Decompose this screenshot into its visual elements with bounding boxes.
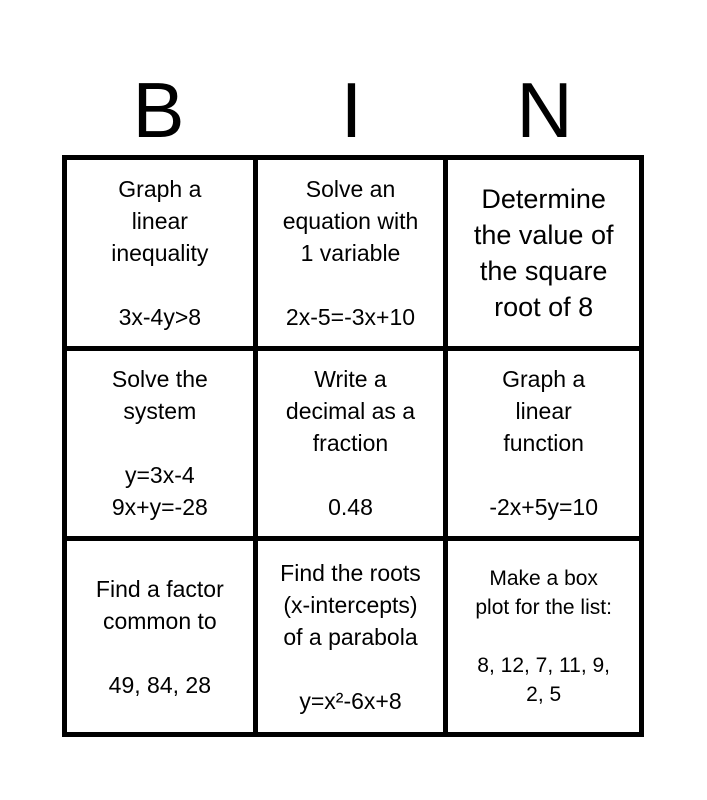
cell-detail: 0.48 [328,494,373,521]
bingo-cell-8[interactable] [258,541,449,732]
cell-detail: y=x²-6x+8 [299,687,402,714]
header-letter-b: B [132,66,185,154]
cell-prompt: Graph a linear function [502,366,586,457]
bingo-cell-7[interactable] [67,541,258,732]
cell-detail: 2x-5=-3x+10 [285,303,416,330]
cell-detail: y=3x-4 9x+y=-28 [111,462,208,521]
cell-detail: 3x-4y>8 [118,303,202,330]
cell-prompt: Solve the system [111,366,208,425]
cell-detail: 8, 12, 7, 11, 9, 2, 5 [477,654,611,707]
bingo-cell-9[interactable] [448,541,639,732]
cell-prompt: Solve an equation with 1 variable [282,175,419,266]
bingo-cell-1[interactable] [67,160,258,351]
bingo-cell-3[interactable] [448,160,639,351]
bingo-cell-4[interactable] [67,351,258,542]
cell-detail: -2x+5y=10 [489,494,599,521]
cell-prompt: Write a decimal as a fraction [285,366,416,457]
cell-prompt: Determine the value of the square root of 8 [473,183,614,322]
bingo-cell-6[interactable] [448,351,639,542]
cell-prompt: Graph a linear inequality [111,175,209,266]
header-letter-i: I [340,66,363,154]
cell-prompt: Find a factor common to [95,575,224,634]
bingo-card-grid [62,155,644,737]
bingo-header [62,66,642,154]
bingo-cell-5[interactable] [258,351,449,542]
bingo-cell-2[interactable] [258,160,449,351]
cell-detail: 49, 84, 28 [108,671,211,698]
cell-prompt: Make a box plot for the list: [475,567,612,620]
header-letter-n: N [516,66,573,154]
cell-prompt: Find the roots (x-intercepts) of a parabola [280,559,421,650]
